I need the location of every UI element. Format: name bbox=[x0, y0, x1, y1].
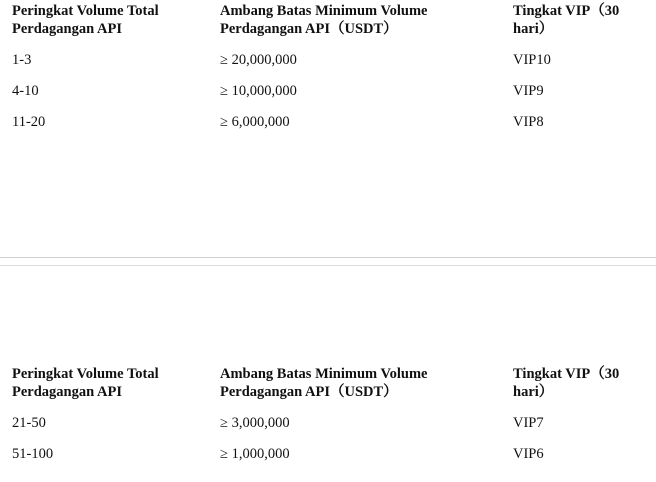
header-rank: Peringkat Volume Total Perdagangan API bbox=[12, 366, 159, 400]
header-vip-level: Tingkat VIP（30 hari） bbox=[513, 366, 620, 400]
table-cell-rank: 1-3 bbox=[12, 52, 32, 68]
table-cell-vip: VIP7 bbox=[513, 415, 544, 431]
section-divider bbox=[0, 265, 656, 266]
table-cell-threshold: ≥ 3,000,000 bbox=[220, 415, 290, 431]
table-cell-threshold: ≥ 10,000,000 bbox=[220, 83, 297, 99]
table-cell-rank: 11-20 bbox=[12, 114, 46, 130]
table-cell-vip: VIP9 bbox=[513, 83, 544, 99]
header-rank: Peringkat Volume Total Perdagangan API bbox=[12, 3, 159, 37]
table-cell-threshold: ≥ 6,000,000 bbox=[220, 114, 290, 130]
table-cell-vip: VIP8 bbox=[513, 114, 544, 130]
table-cell-rank: 4-10 bbox=[12, 83, 39, 99]
table-cell-rank: 51-100 bbox=[12, 446, 54, 462]
table-cell-vip: VIP10 bbox=[513, 52, 551, 68]
header-vip-level: Tingkat VIP（30 hari） bbox=[513, 3, 620, 37]
table-cell-threshold: ≥ 1,000,000 bbox=[220, 446, 290, 462]
section-divider bbox=[0, 257, 656, 258]
table-cell-threshold: ≥ 20,000,000 bbox=[220, 52, 297, 68]
table-cell-rank: 21-50 bbox=[12, 415, 46, 431]
header-threshold: Ambang Batas Minimum Volume Perdagangan API（USDT） bbox=[220, 366, 428, 400]
table-cell-vip: VIP6 bbox=[513, 446, 544, 462]
header-threshold: Ambang Batas Minimum Volume Perdagangan API（USDT） bbox=[220, 3, 428, 37]
